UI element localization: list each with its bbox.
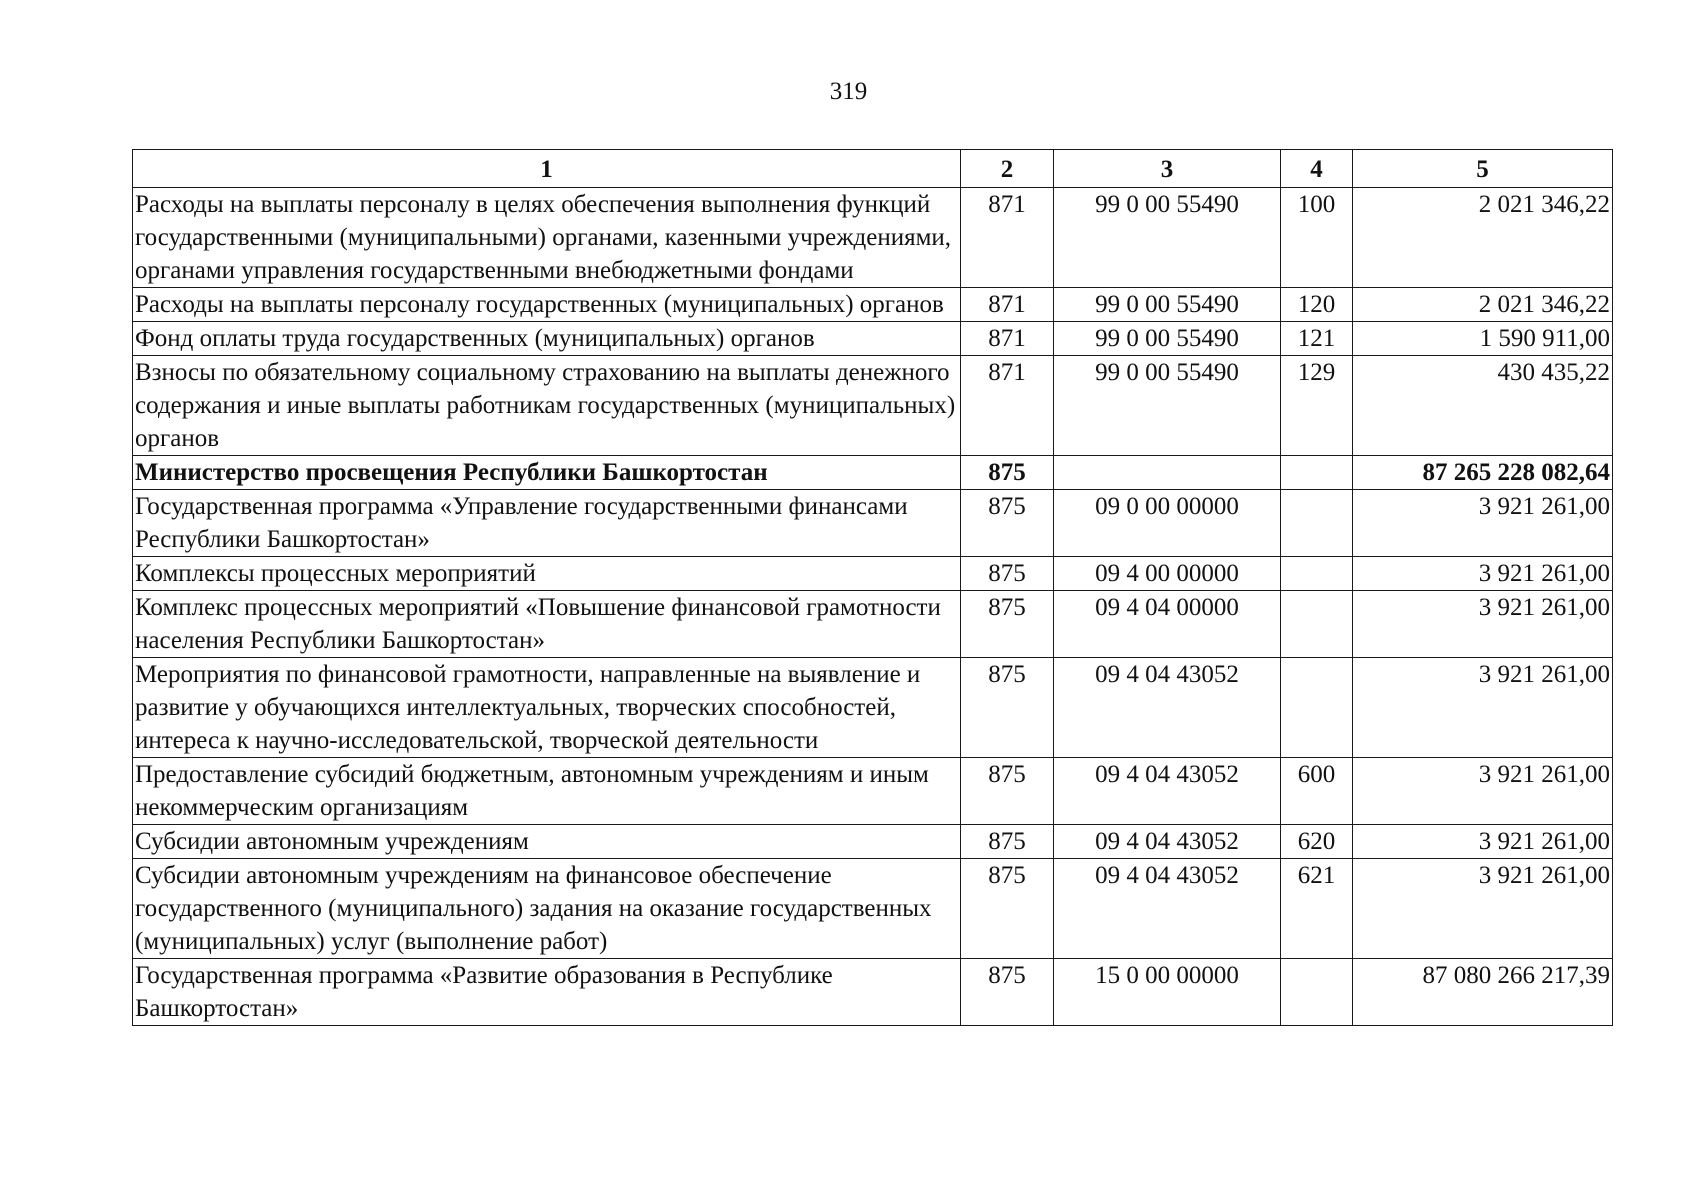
expense-type-cell: 121 (1281, 322, 1353, 356)
target-article-cell: 99 0 00 55490 (1054, 322, 1281, 356)
expense-type-cell (1281, 456, 1353, 490)
page-number: 319 (829, 78, 868, 105)
row-name-cell: Субсидии автономным учреждениям на финансовое обеспечение государственного (муниципального) задания на оказание государственных (муниципальных) услуг (выполнение работ) (133, 859, 961, 959)
amount-cell: 1 590 911,00 (1353, 322, 1613, 356)
expense-type-cell (1281, 959, 1353, 1026)
expense-type-cell: 621 (1281, 859, 1353, 959)
row-name-cell: Предоставление субсидий бюджетным, автономным учреждениям и иным некоммерческим организациям (133, 758, 961, 825)
department-code-cell: 875 (961, 658, 1054, 758)
department-code-cell: 871 (961, 288, 1054, 322)
row-name-cell: Расходы на выплаты персоналу государственных (муниципальных) органов (133, 288, 961, 322)
target-article-cell: 99 0 00 55490 (1054, 188, 1281, 288)
amount-cell: 87 265 228 082,64 (1353, 456, 1613, 490)
target-article-cell: 09 4 04 43052 (1054, 859, 1281, 959)
row-name-cell: Расходы на выплаты персоналу в целях обеспечения выполнения функций государственными (муниципальными) органами, казенными учреждениями, органами управления государственными внебюджетными фондами (133, 188, 961, 288)
department-code-cell: 875 (961, 557, 1054, 591)
expense-type-cell (1281, 591, 1353, 658)
column-header: 2 (961, 150, 1054, 188)
amount-cell: 3 921 261,00 (1353, 658, 1613, 758)
column-header: 1 (133, 150, 961, 188)
table-row (133, 490, 1613, 557)
table-row (133, 456, 1613, 490)
table-row (133, 658, 1613, 758)
budget-table (132, 149, 1613, 1026)
table-row (133, 188, 1613, 288)
amount-cell: 3 921 261,00 (1353, 758, 1613, 825)
department-code-cell: 875 (961, 490, 1054, 557)
amount-cell: 3 921 261,00 (1353, 591, 1613, 658)
row-name-cell: Комплекс процессных мероприятий «Повышение финансовой грамотности населения Республики Башкортостан» (133, 591, 961, 658)
table-row (133, 591, 1613, 658)
table-row (133, 959, 1613, 1026)
amount-cell: 2 021 346,22 (1353, 188, 1613, 288)
expense-type-cell (1281, 658, 1353, 758)
column-header: 3 (1054, 150, 1281, 188)
target-article-cell: 99 0 00 55490 (1054, 288, 1281, 322)
target-article-cell: 09 4 04 00000 (1054, 591, 1281, 658)
table-header-row (133, 150, 1613, 188)
column-header: 5 (1353, 150, 1613, 188)
table-row (133, 322, 1613, 356)
department-code-cell: 871 (961, 356, 1054, 456)
amount-cell: 3 921 261,00 (1353, 490, 1613, 557)
amount-cell: 2 021 346,22 (1353, 288, 1613, 322)
row-name-cell: Комплексы процессных мероприятий (133, 557, 961, 591)
table-row (133, 288, 1613, 322)
expense-type-cell (1281, 557, 1353, 591)
amount-cell: 87 080 266 217,39 (1353, 959, 1613, 1026)
expense-type-cell (1281, 490, 1353, 557)
department-code-cell: 871 (961, 322, 1054, 356)
amount-cell: 430 435,22 (1353, 356, 1613, 456)
row-name-cell: Субсидии автономным учреждениям (133, 825, 961, 859)
expense-type-cell: 620 (1281, 825, 1353, 859)
department-code-cell: 875 (961, 591, 1054, 658)
department-code-cell: 875 (961, 825, 1054, 859)
table-row (133, 758, 1613, 825)
table-row (133, 557, 1613, 591)
expense-type-cell: 600 (1281, 758, 1353, 825)
target-article-cell: 09 4 04 43052 (1054, 658, 1281, 758)
department-code-cell: 875 (961, 859, 1054, 959)
expense-type-cell: 100 (1281, 188, 1353, 288)
row-name-cell: Министерство просвещения Республики Башкортостан (133, 456, 961, 490)
target-article-cell (1054, 456, 1281, 490)
expense-type-cell: 129 (1281, 356, 1353, 456)
amount-cell: 3 921 261,00 (1353, 859, 1613, 959)
row-name-cell: Взносы по обязательному социальному страхованию на выплаты денежного содержания и иные выплаты работникам государственных (муниципальных) органов (133, 356, 961, 456)
target-article-cell: 99 0 00 55490 (1054, 356, 1281, 456)
row-name-cell: Государственная программа «Развитие образования в Республике Башкортостан» (133, 959, 961, 1026)
table-row (133, 356, 1613, 456)
target-article-cell: 09 4 00 00000 (1054, 557, 1281, 591)
row-name-cell: Государственная программа «Управление государственными финансами Республики Башкортостан» (133, 490, 961, 557)
target-article-cell: 09 4 04 43052 (1054, 825, 1281, 859)
amount-cell: 3 921 261,00 (1353, 825, 1613, 859)
target-article-cell: 09 4 04 43052 (1054, 758, 1281, 825)
column-header: 4 (1281, 150, 1353, 188)
department-code-cell: 875 (961, 758, 1054, 825)
department-code-cell: 875 (961, 456, 1054, 490)
amount-cell: 3 921 261,00 (1353, 557, 1613, 591)
target-article-cell: 09 0 00 00000 (1054, 490, 1281, 557)
row-name-cell: Мероприятия по финансовой грамотности, направленные на выявление и развитие у обучающихся интеллектуальных, творческих способностей, интереса к научно-исследовательской, творческой деятельности (133, 658, 961, 758)
table-row (133, 859, 1613, 959)
department-code-cell: 875 (961, 959, 1054, 1026)
expense-type-cell: 120 (1281, 288, 1353, 322)
table-row (133, 825, 1613, 859)
row-name-cell: Фонд оплаты труда государственных (муниципальных) органов (133, 322, 961, 356)
table-body (133, 188, 1613, 1026)
target-article-cell: 15 0 00 00000 (1054, 959, 1281, 1026)
department-code-cell: 871 (961, 188, 1054, 288)
